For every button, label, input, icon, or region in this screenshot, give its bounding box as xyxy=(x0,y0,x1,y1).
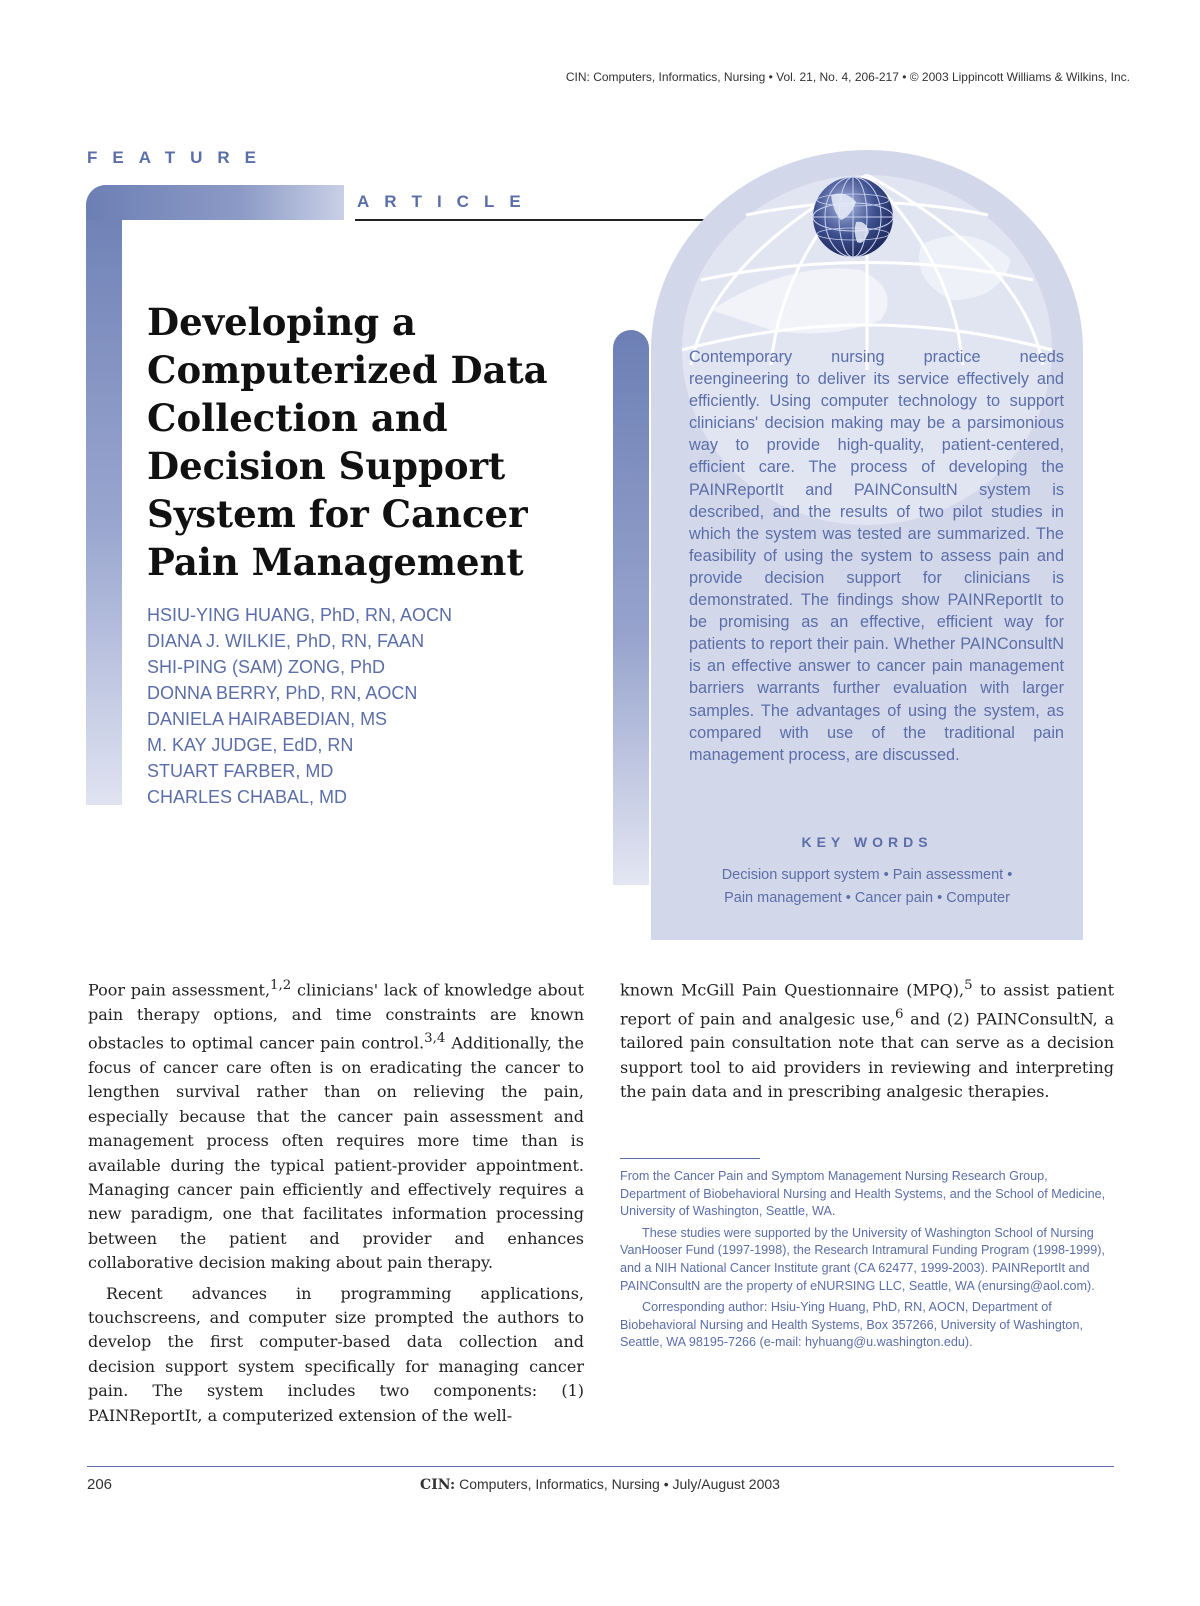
article-title: Developing a Computerized Data Collection and Decision Support System for Cancer Pain Management xyxy=(147,300,548,584)
author-2: DIANA J. WILKIE, PhD, RN, FAAN xyxy=(147,631,425,651)
author-1: HSIU-YING HUANG, PhD, RN, AOCN xyxy=(147,605,453,625)
body-column-left xyxy=(88,974,584,1428)
author-7: STUART FARBER, MD xyxy=(147,761,334,781)
body-paragraph-3: known McGill Pain Questionnaire (MPQ),$^5$ to assist patient report of pain and analgesic use,$^6$ and (2) PAINConsultN, a tailored pain consultation note that can serve as a decision support tool to aid providers in reviewing and interpreting the pain data and in prescribing analgesic therapies. xyxy=(620,978,1114,1102)
author-5: DANIELA HAIRABEDIAN, MS xyxy=(147,709,388,729)
footer-rule xyxy=(87,1466,1114,1467)
reference-marker: 5 xyxy=(964,978,973,993)
decorative-bracket-horizontal xyxy=(86,185,344,220)
earth-globe-icon xyxy=(813,177,893,257)
body-column-right xyxy=(620,974,1114,1105)
body-paragraph-1: Poor pain assessment,$^{1,2}$ clinicians' lack of knowledge about pain therapy options, and time constraints are known obstacles to optimal cancer pain control.$^{3,4}$ Additionally, the focus of cancer care often is on eradicating the cancer to lengthen survival rather than on relieving the pain, especially because that the cancer pain assessment and management process often requires more time than is available during the typical patient-provider appointment. Managing cancer pain efficiently and effectively requires a new paradigm, one that facilitates information processing between the patient and provider and enhances collaborative decision making about pain therapy. xyxy=(88,978,585,1273)
footnote-funding: These studies were supported by the University of Washington School of Nursing VanHooser Fund (1997-1998), the Research Intramural Funding Program (1998-1999), and a NIH National Cancer Institute grant (CA 62477, 1999-2003). PAINReportIt and PAINConsultN are the property of eNURSING LLC, Seattle, WA (enursing@aol.com). xyxy=(620,1225,1105,1293)
article-label: ARTICLE xyxy=(357,192,536,211)
reference-marker: 6 xyxy=(894,1006,904,1022)
author-4: DONNA BERRY, PhD, RN, AOCN xyxy=(147,683,418,703)
keywords-line-2: Pain management • Cancer pain • Computer xyxy=(724,890,1010,906)
body-paragraph-2: Recent advances in programming applications, touchscreens, and computer size prompted the authors to develop the first computer-based data collection and decision support system specifically for managing cancer pain. The system includes two components: (1) PAINReportIt, a computerized extension of the well- xyxy=(88,1283,584,1425)
footnote-correspondence: Corresponding author: Hsiu-Ying Huang, PhD, RN, AOCN, Department of Biobehavioral Nursing and Health Systems, Box 357266, University of Washington, Seattle, WA 98195-7266 (e-mail: hyhuang@u.washington.edu). xyxy=(620,1300,1083,1350)
running-head: CIN: Computers, Informatics, Nursing • Vol. 21, No. 4, 206-217 • © 2003 Lippincott Williams & Wilkins, Inc. xyxy=(565,70,1130,84)
decorative-bracket-vertical xyxy=(86,185,122,805)
abstract: Contemporary nursing practice needs reengineering to deliver its service effectively and efficiently. Using computer technology to support clinicians' decision making may be a parsimonious way to provide high-quality, patient-centered, efficient care. The process of developing the PAINReportIt and PAINConsultN system is described, and the results of two pilot studies in which the system was tested are summarized. The feasibility of using the system to assess pain and provide decision support for clinicians is demonstrated. The findings show PAINReportIt to be promising as an effective, efficient way for patients to report their pain. Whether PAINConsultN is an effective answer to cancer pain management barriers warrants further evaluation with larger samples. The advantages of using the system, as compared with use of the traditional pain management process, are discussed. xyxy=(689,348,1064,764)
reference-marker: 3,4 xyxy=(424,1031,446,1047)
reference-marker: 1,2 xyxy=(270,978,292,993)
footer-journal: CIN: Computers, Informatics, Nursing • July/August 2003 xyxy=(420,1476,780,1493)
footnotes xyxy=(620,1168,1114,1356)
keywords-heading: KEY WORDS xyxy=(801,834,933,850)
author-8: CHARLES CHABAL, MD xyxy=(147,787,348,807)
author-list xyxy=(147,602,587,810)
abstract-side-bar xyxy=(613,330,649,885)
footnote-affiliation: From the Cancer Pain and Symptom Management Nursing Research Group, Department of Biobehavioral Nursing and Health Systems, and the School of Medicine, University of Washington, Seattle, WA. xyxy=(620,1169,1106,1219)
author-6: M. KAY JUDGE, EdD, RN xyxy=(147,735,354,755)
feature-label: FEATURE xyxy=(87,148,272,167)
page-number: 206 xyxy=(87,1476,113,1493)
author-3: SHI-PING (SAM) ZONG, PhD xyxy=(147,657,386,677)
keywords-line-1: Decision support system • Pain assessment • xyxy=(721,867,1013,883)
footnote-rule xyxy=(620,1158,760,1159)
